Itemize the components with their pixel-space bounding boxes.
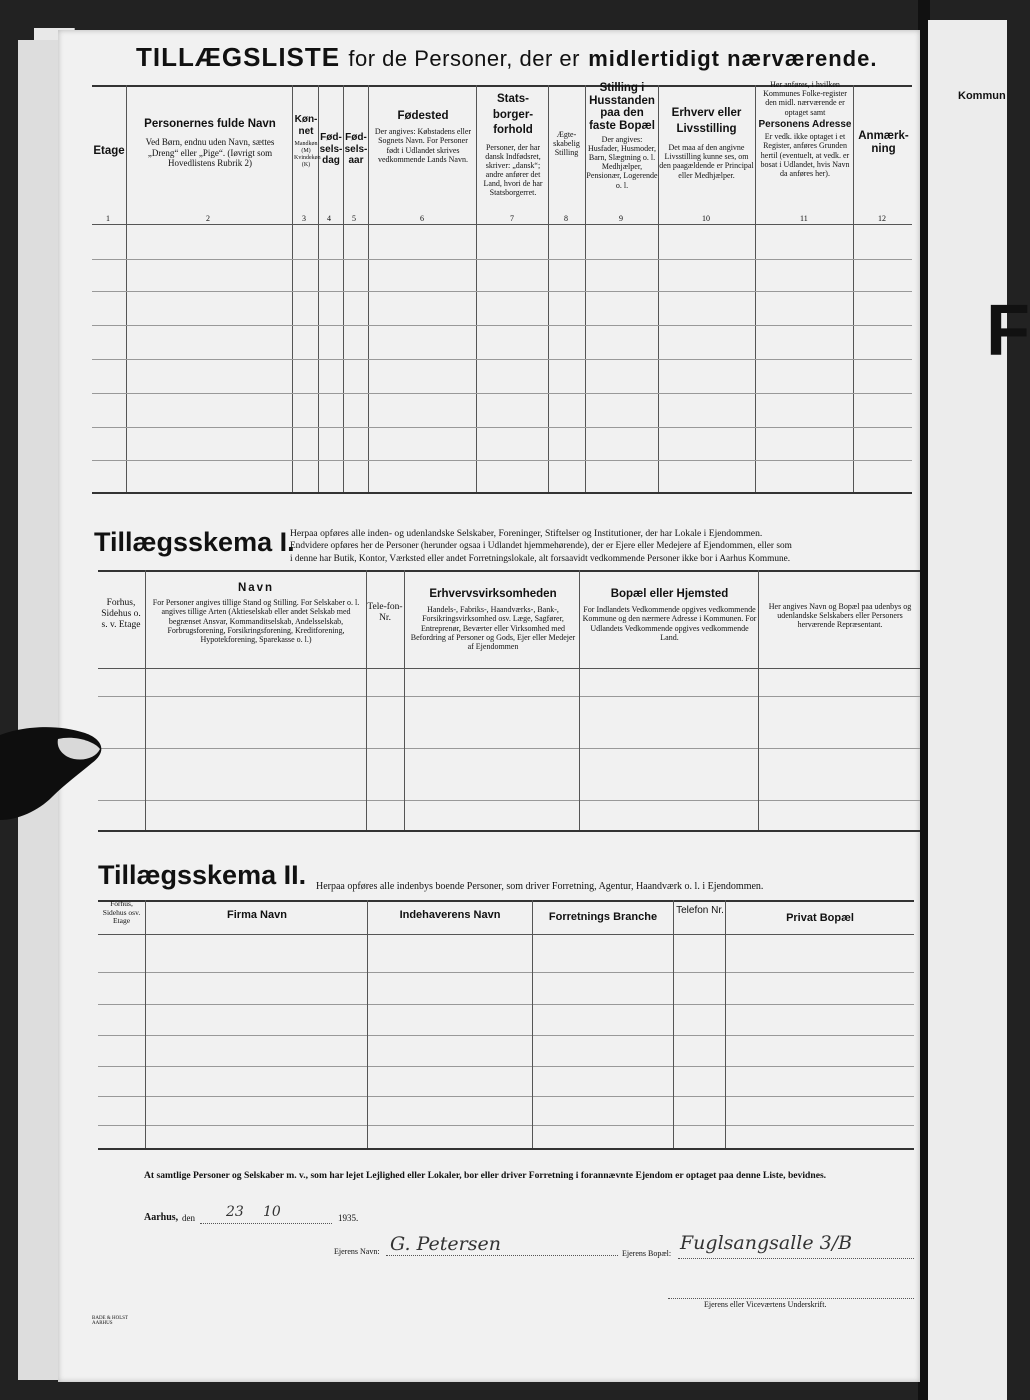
skema1-title: Tillægsskema I. [94, 527, 295, 557]
col-num-2: 2 [206, 214, 210, 223]
col-etage-header: Etage [93, 145, 125, 157]
owner-address-label: Ejerens Bopæl: [622, 1249, 672, 1258]
col-num-12: 12 [878, 214, 886, 223]
skema1-col-navn: Navn For Personer angives tillige Stand og Stilling. For Selskaber o. l. angives tillige Arten (Aktieselskab eller andet Selskab med begrænset Ansvar, Kommanditselskab, Andelsselskab, Forbrugsforening, Forsikringsforening, Kreditforening, Hypotekforening, Sparekasse o. l.) [152, 582, 360, 644]
col-fodselsdag-header: Fød-sels-dag [319, 132, 343, 166]
right-page-letter: F [986, 291, 1030, 371]
owner-name-label: Ejerens Navn: [334, 1247, 380, 1256]
col-num-9: 9 [619, 214, 623, 223]
owner-address-value: Fuglsangsalle 3/B [680, 1232, 853, 1254]
skema2-col-indehaver: Indehaverens Navn [399, 909, 501, 921]
title-bold2: midlertidigt nærværende. [588, 46, 878, 71]
thumb-shadow [0, 725, 105, 820]
date-year: 1935. [338, 1213, 359, 1223]
signature-label: Ejerens eller Viceværtens Underskrift. [704, 1300, 827, 1309]
col-navn-header: Personernes fulde Navn Ved Børn, endnu uden Navn, sættes „Dreng“ eller „Pige“. (Iøvrigt som Hovedlistens Rubrik 2) [144, 118, 276, 168]
skema1-description: Herpaa opføres alle inden- og udenlandske Selskaber, Foreninger, Stiftelser og Institutioner, der har Lokale i Ejendommen. Endvidere opføres her de Personer (herunder ogsaa i Udlandet hjemmehørende), der er Ejere eller Medejere af Ejendommen, eller som i denne har Butik, Kontor, Værksted eller andet Forretningslokale, alt forsaavidt vedkommende Personer ikke bor i Aarhus Kommune. [290, 528, 792, 564]
skema1-col-bopael: Bopæl eller Hjemsted For Indlandets Vedkommende opgives vedkommende Kommune og den nærmere Adresse i Kommunen. For Udlandets Vedkommende opgives vedkommende Land. [582, 588, 757, 642]
right-page-heading: Kommun [958, 90, 1006, 102]
col-num-1: 1 [106, 214, 110, 223]
printer-mark: BADE & HOLST AARHUS [92, 1316, 129, 1326]
col-num-4: 4 [327, 214, 331, 223]
col-stilling-header: Stilling i Husstanden paa den faste Bopæl Der angives: Husfader, Husmoder, Barn, Slægtning o. l. Medhjælper, Pensionær, Logerende o. l. [586, 82, 658, 190]
col-num-8: 8 [564, 214, 568, 223]
col-num-11: 11 [800, 214, 808, 223]
skema1-col-etage: Forhus, Sidehus o. s. v. Etage [101, 598, 141, 630]
col-num-6: 6 [420, 214, 424, 223]
skema2-col-firma: Firma Navn [227, 909, 287, 921]
skema2-title: Tillægsskema II. [98, 860, 307, 890]
title-bold: TILLÆGSLISTE [136, 42, 341, 72]
skema2-col-telefon: Telefon Nr. [676, 905, 724, 916]
col-erhverv-header: Erhverv eller Livsstilling Det maa af den angivne Livsstilling kunne ses, om den paagældende er Principal eller Medhjælper. [659, 107, 754, 180]
skema1-col-repraesentant: Her angives Navn og Bopæl paa udenbys og udenlandske Selskabers eller Personers herværende Repræsentant. [768, 602, 912, 630]
city-label: Aarhus, [144, 1212, 179, 1223]
owner-name-value: G. Petersen [390, 1233, 501, 1255]
right-page [928, 20, 1030, 1400]
date-month: 10 [263, 1204, 281, 1220]
col-kon-header: Køn-net Mandkøn (M) Kvindekøn (K) [294, 114, 321, 168]
col-anmaerkning-header: Anmærk-ning [858, 130, 909, 156]
skema2-col-etage: Forhus, Sidehus osv. Etage [102, 899, 141, 926]
col-fodselsaar-header: Fød-sels-aar [344, 132, 368, 166]
attestation-statement: At samtlige Personer og Selskaber m. v., som har lejet Lejlighed eller Lokaler, bor eller driver Forretning i forannævnte Ejendom er optaget paa denne Liste, bevidnes. [144, 1170, 827, 1181]
den-label: den [182, 1213, 195, 1223]
col-statsborger-header: Stats-borger-forhold Personer, der har dansk Indfødsret, skriver: „dansk“; andre anfører det Land, hvori de har Statsborgerret. [483, 93, 543, 198]
skema2-col-privat-bopael: Privat Bopæl [786, 912, 854, 924]
col-fodested-header: Fødested Der angives: Købstadens eller Sognets Navn. For Personer født i Udlandet skrives vedkommende Lands Navn. [374, 110, 472, 164]
col-num-3: 3 [302, 214, 306, 223]
skema1-col-erhverv: Erhvervsvirksomheden Handels-, Fabriks-, Haandværks-, Bank-, Forsikringsvirksomhed osv. Læge, Sagfører, Entreprenør, Beværter eller Virksomhed med Befordring af Personer og Gods, Ejer eller Medejer af Ejendommen [410, 588, 576, 651]
main-list-title [136, 42, 877, 73]
skema2-description: Herpaa opføres alle indenbys boende Personer, som driver Forretning, Agentur, Haandværk o. l. i Ejendommen. [316, 881, 764, 892]
skema1-col-telefon: Tele-fon-Nr. [367, 602, 403, 623]
skema2-col-branche: Forretnings Branche [548, 911, 658, 923]
date-day: 23 [226, 1204, 244, 1220]
title-rest: for de Personer, der er [348, 46, 580, 71]
col-num-7: 7 [510, 214, 514, 223]
col-aegteskab-header: Ægte-skabelig Stilling [553, 130, 580, 158]
form-page [58, 30, 920, 1382]
col-adresse-header: Her anføres, i hvilken Kommunes Folke-register den midl. nærværende er optaget samt Personens Adresse Er vedk. ikke optaget i et Register, anføres Grunden hertil (eventuelt, at vedk. er bosat i Udlandet, hvis Navn da anføres her). [758, 80, 852, 178]
col-num-10: 10 [702, 214, 710, 223]
col-num-5: 5 [352, 214, 356, 223]
